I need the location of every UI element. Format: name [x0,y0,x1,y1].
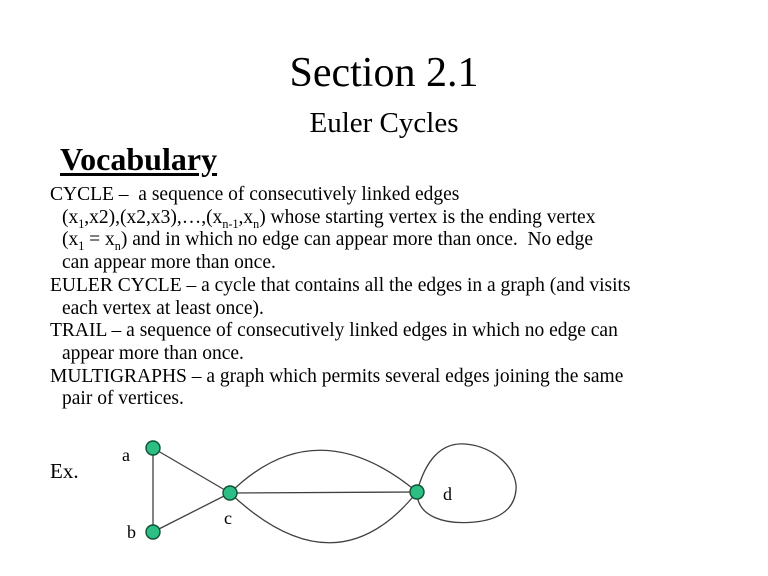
definition-line: TRAIL – a sequence of consecutively linked edges in which no edge can [50,320,618,342]
vertex-b [146,525,160,539]
definition-line: MULTIGRAPHS – a graph which permits several edges joining the same [50,365,624,387]
self-loop-d [417,444,516,523]
definition-line: pair of vertices. [62,388,184,410]
definition-paragraph [50,275,756,320]
edge-c-d-straight [230,492,417,493]
definition-line: EULER CYCLE – a cycle that contains all the edges in a graph (and visits [50,274,631,296]
definition-line: can appear more than once. [62,252,276,274]
vertex-d [410,485,424,499]
definition-line: $(x_1 = x_n)$ and in which no edge can appear more than once. No edge [62,229,593,254]
vocabulary-heading: Vocabulary [60,141,218,177]
edge-c-d-upper-curve [230,450,417,493]
definition-paragraph [50,184,756,275]
vertex-label-a: a [122,445,130,465]
definition-line: $(x_1,x2),(x2,x3),\dots,(x_{n-1},x_n)$ whose starting vertex is the ending vertex [62,206,596,231]
slide-subtitle: Euler Cycles [309,107,459,139]
example-label: Ex. [50,459,79,483]
definition-paragraph [50,366,756,411]
edge-a-c [153,448,230,493]
definition-line: CYCLE – a sequence of consecutively linked edges [50,184,460,205]
vertex-label-d: d [443,484,452,504]
definition-paragraph [50,320,756,365]
edge-b-c [153,493,230,532]
slide-title: Section 2.1 [289,50,479,96]
definition-line: appear more than once. [62,342,244,364]
vertex-label-c: c [224,508,232,528]
example-graph-diagram [40,432,550,574]
vertex-label-b: b [127,522,136,542]
vertex-a [146,441,160,455]
vertex-c [223,486,237,500]
edge-c-d-lower-curve [230,492,417,543]
definition-line: each vertex at least once). [62,297,264,319]
definitions-list [50,184,756,411]
